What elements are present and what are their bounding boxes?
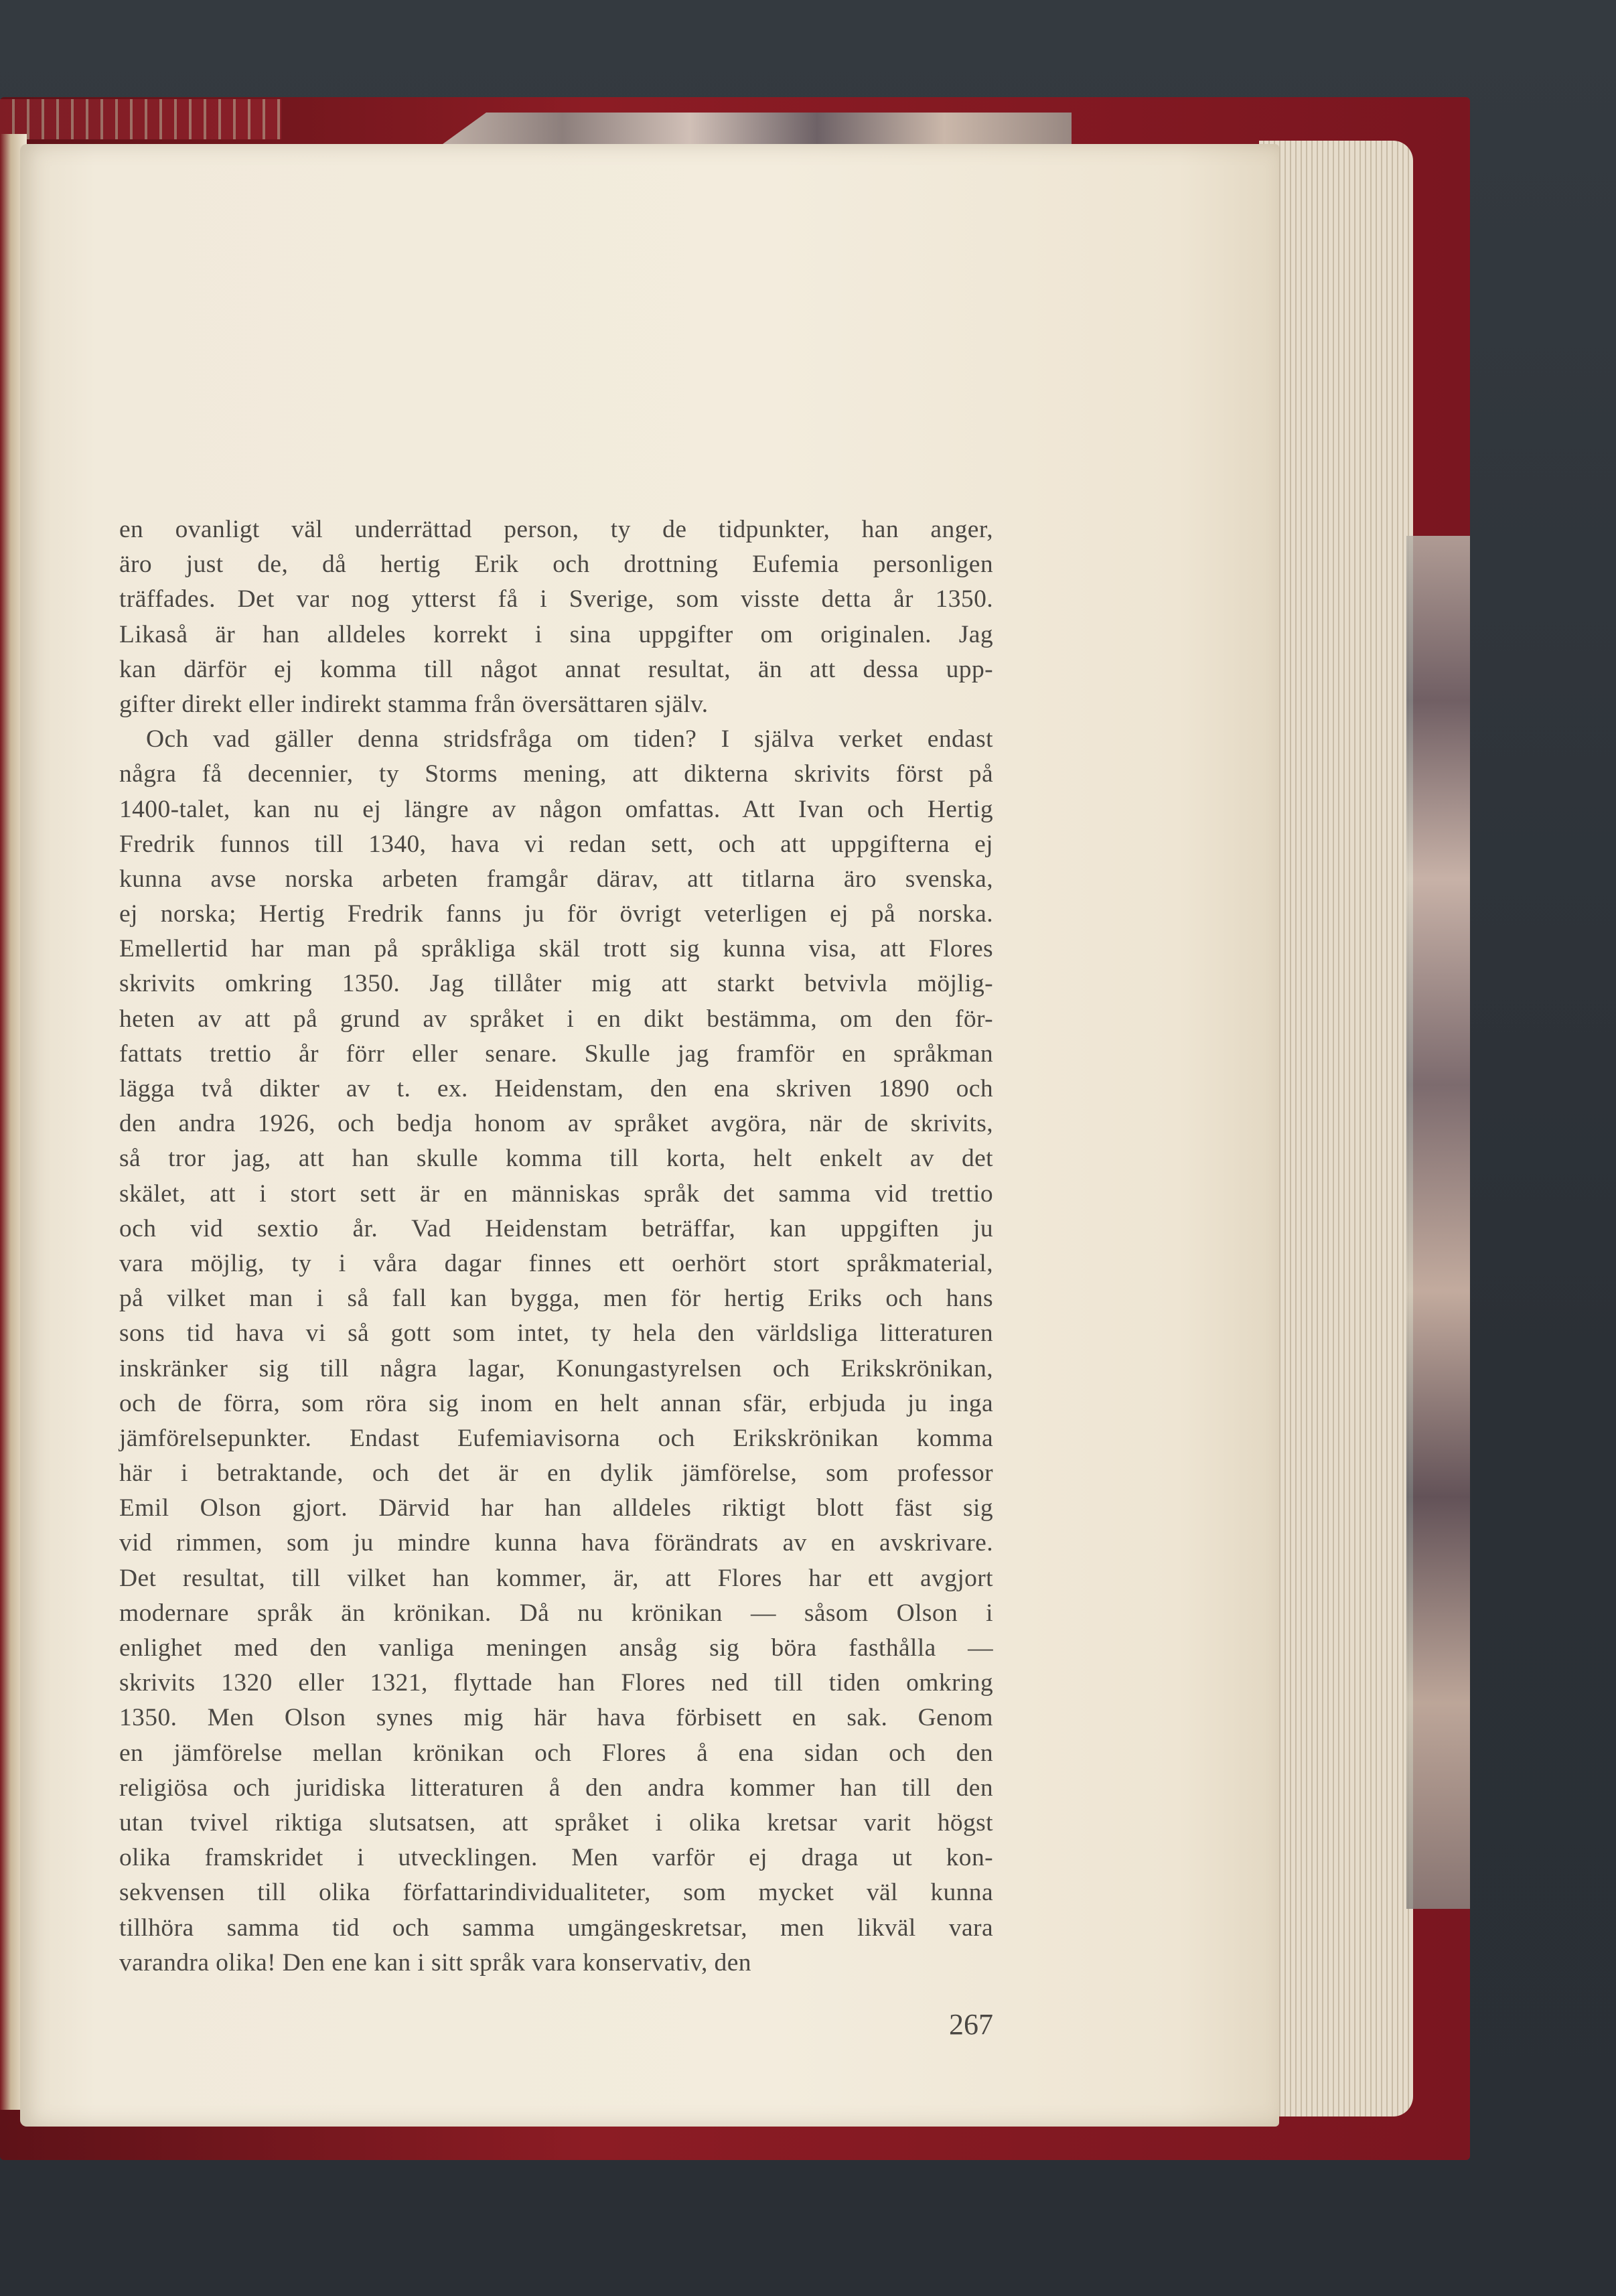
text-line: olika framskridet i utvecklingen. Men varför ej draga ut kon-	[119, 1844, 993, 1872]
text-line: skälet, att i stort sett är en människas språk det samma vid trettio	[119, 1179, 993, 1208]
text-line: utan tvivel riktiga slutsatsen, att språket i olika kretsar varit högst	[119, 1808, 993, 1837]
text-line: Och vad gäller denna stridsfråga om tiden? I själva verket endast	[146, 725, 993, 754]
text-line: sons tid hava vi så gott som intet, ty hela den världsliga litteraturen	[119, 1319, 993, 1348]
text-line: sekvensen till olika författarindividualiteter, som mycket väl kunna	[119, 1879, 993, 1907]
text-line: religiösa och juridiska litteraturen å den andra kommer han till den	[119, 1774, 993, 1802]
marbled-endpaper-right	[1406, 536, 1470, 1909]
text-line: kunna avse norska arbeten framgår därav, att titlarna äro svenska,	[119, 865, 993, 893]
text-line: varandra olika! Den ene kan i sitt språk vara konservativ, den	[119, 1948, 751, 1977]
text-line: träffades. Det var nog ytterst få i Sverige, som visste detta år 1350.	[119, 585, 993, 614]
text-line: modernare språk än krönikan. Då nu krönikan — såsom Olson i	[119, 1599, 993, 1627]
text-line: 1350. Men Olson synes mig här hava förbisett en sak. Genom	[119, 1704, 993, 1732]
cover-spine-decoration	[0, 99, 281, 139]
text-line: och de förra, som röra sig inom en helt annan sfär, erbjuda ju inga	[119, 1389, 993, 1417]
page-number: 267	[949, 2008, 993, 2041]
text-line: Det resultat, till vilket han kommer, är, att Flores har ett avgjort	[119, 1564, 993, 1592]
body-text	[119, 512, 993, 1981]
text-line: skrivits 1320 eller 1321, flyttade han Flores ned till tiden omkring	[119, 1669, 993, 1697]
text-line: en jämförelse mellan krönikan och Flores å ena sidan och den	[119, 1739, 993, 1767]
text-line: gifter direkt eller indirekt stamma från översättaren själv.	[119, 690, 709, 718]
text-line: vid rimmen, som ju mindre kunna hava förändrats av en avskrivare.	[119, 1529, 993, 1557]
text-line: inskränker sig till några lagar, Konungastyrelsen och Erikskrönikan,	[119, 1354, 993, 1382]
text-line: enlighet med den vanliga meningen ansåg sig böra fasthålla —	[119, 1634, 993, 1662]
text-line: Emil Olson gjort. Därvid har han alldeles riktigt blott fäst sig	[119, 1494, 993, 1522]
text-line: några få decennier, ty Storms mening, att dikterna skrivits först på	[119, 760, 993, 788]
text-line: fattats trettio år förr eller senare. Skulle jag framför en språkman	[119, 1039, 993, 1068]
text-line: på vilket man i så fall kan bygga, men för hertig Eriks och hans	[119, 1285, 993, 1313]
text-line: en ovanligt väl underrättad person, ty de tidpunkter, han anger,	[119, 516, 993, 543]
book-page	[20, 144, 1279, 2127]
text-line: tillhöra samma tid och samma umgängeskretsar, men likväl vara	[119, 1914, 993, 1942]
text-line: den andra 1926, och bedja honom av språket avgöra, när de skrivits,	[119, 1110, 993, 1138]
text-line: Fredrik funnos till 1340, hava vi redan sett, och att uppgifterna ej	[119, 830, 993, 858]
text-line: och vid sextio år. Vad Heidenstam beträffar, kan uppgiften ju	[119, 1214, 993, 1242]
text-line: så tror jag, att han skulle komma till korta, helt enkelt av det	[119, 1145, 993, 1173]
text-line: 1400-talet, kan nu ej längre av någon omfattas. Att Ivan och Hertig	[119, 795, 993, 823]
text-line: Emellertid har man på språkliga skäl trott sig kunna visa, att Flores	[119, 935, 993, 963]
text-line: jämförelsepunkter. Endast Eufemiavisorna och Erikskrönikan komma	[119, 1424, 993, 1452]
text-line: lägga två dikter av t. ex. Heidenstam, den ena skriven 1890 och	[119, 1075, 993, 1102]
text-line: äro just de, då hertig Erik och drottning Eufemia personligen	[119, 551, 993, 579]
text-line: heten av att på grund av språket i en dikt bestämma, om den för-	[119, 1005, 993, 1033]
page-block-edge	[1259, 141, 1413, 2116]
text-line: skrivits omkring 1350. Jag tillåter mig att starkt betvivla möjlig-	[119, 970, 993, 998]
text-line: här i betraktande, och det är en dylik jämförelse, som professor	[119, 1459, 993, 1488]
text-line: ej norska; Hertig Fredrik fanns ju för övrigt veterligen ej på norska.	[119, 900, 993, 928]
text-line: kan därför ej komma till något annat resultat, än att dessa upp-	[119, 655, 993, 683]
text-line: Likaså är han alldeles korrekt i sina uppgifter om originalen. Jag	[119, 620, 993, 648]
text-line: vara möjlig, ty i våra dagar finnes ett oerhört stort språkmaterial,	[119, 1249, 993, 1277]
